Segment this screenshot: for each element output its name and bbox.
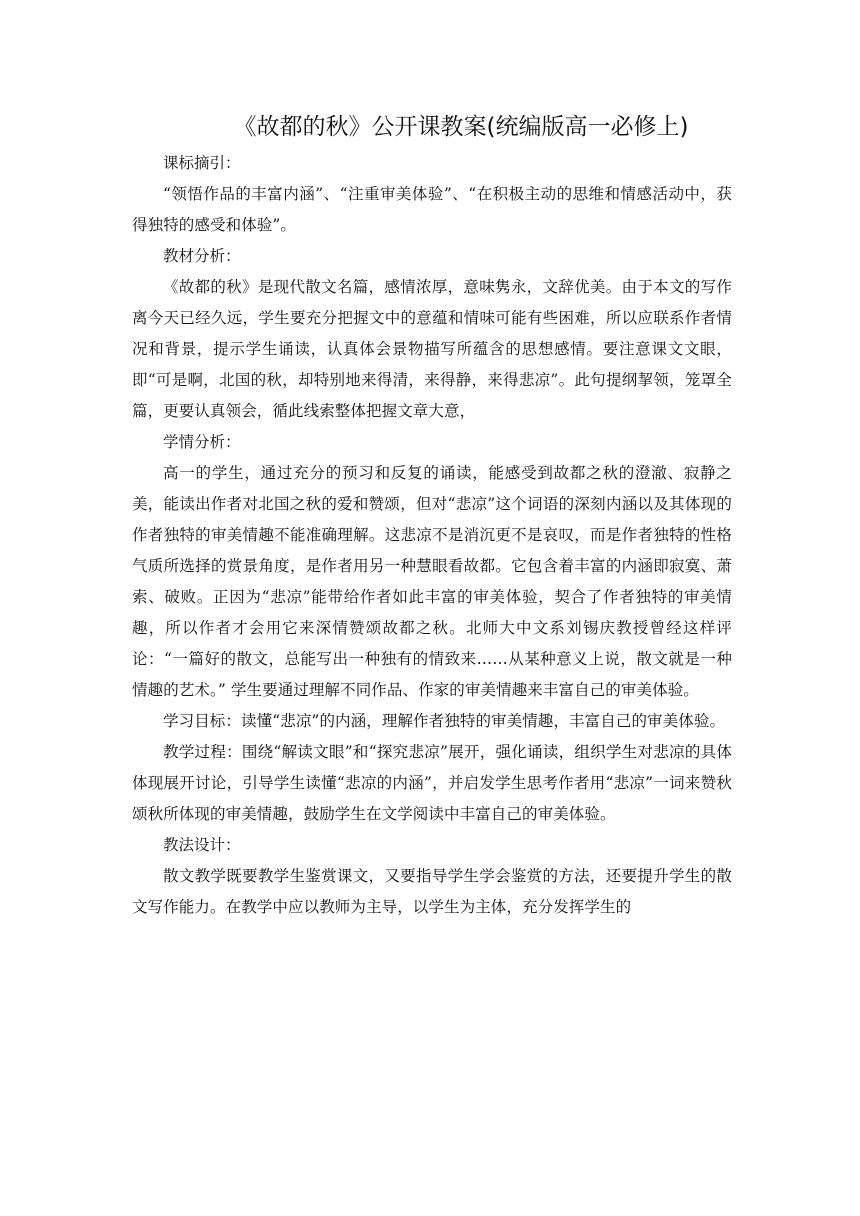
paragraph-student-analysis: 高一的学生，通过充分的预习和反复的诵读，能感受到故都之秋的澄澈、寂静之美，能读出作者对北国之秋的爱和赞颂，但对“悲凉”这个词语的深刻内涵以及其体现的作者独特的审美情趣不能准确理解。这悲凉不是消沉更不是哀叹，而是作者独特的性格气质所选择的赏景角度，是作者用另一种慧眼看故都。它包含着丰富的内涵即寂寞、萧索、破败。正因为“悲凉”能带给作者如此丰富的审美体验，契合了作者独特的审美情趣，所以作者才会用它来深情赞颂故都之秋。北师大中文系刘锡庆教授曾经这样评论：“一篇好的散文，总能写出一种独有的情致来……从某种意义上说，散文就是一种情趣的艺术。” 学生要通过理解不同作品、作家的审美情趣来丰富自己的审美体验。 [132, 464, 732, 699]
document-title: 《故都的秋》公开课教案(统编版高一必修上) [233, 114, 689, 140]
paragraph-teaching-process: 教学过程：围绕“解读文眼”和“探究悲凉”展开，强化诵读，组织学生对悲凉的具体体现展开讨论，引导学生读懂“悲凉的内涵”，并启发学生思考作者用“悲凉”一词来赞秋颂秋所体现的审美情趣，鼓励学生在文学阅读中丰富自己的审美体验。 [132, 743, 732, 823]
section-label-student-analysis: 学情分析： [163, 433, 241, 451]
paragraph-learning-objective: 学习目标：读懂“悲凉”的内涵，理解作者独特的审美情趣，丰富自己的审美体验。 [163, 712, 726, 730]
section-label-textbook-analysis: 教材分析： [163, 247, 241, 265]
paragraph-curriculum: “领悟作品的丰富内涵”、“注重审美体验”、“在积极主动的思维和情感活动中，获得独特的感受和体验”。 [132, 185, 732, 234]
paragraph-method-design: 散文教学既要教学生鉴赏课文，又要指导学生学会鉴赏的方法，还要提升学生的散文写作能力。在教学中应以教师为主导，以学生为主体，充分发挥学生的 [132, 867, 732, 916]
section-label-method-design: 教法设计： [163, 836, 241, 854]
paragraph-textbook-analysis: 《故都的秋》是现代散文名篇，感情浓厚，意味隽永，文辞优美。由于本文的写作离今天已经久远，学生要充分把握文中的意蕴和情味可能有些困难，所以应联系作者情况和背景，提示学生诵读，认真体会景物描写所蕴含的思想感情。要注意课文文眼，即“可是啊，北国的秋，却特别地来得清，来得静，来得悲凉”。此句提纲挈领，笼罩全篇，更要认真领会，循此线索整体把握文章大意， [132, 278, 732, 420]
section-label-curriculum: 课标摘引： [163, 154, 241, 172]
